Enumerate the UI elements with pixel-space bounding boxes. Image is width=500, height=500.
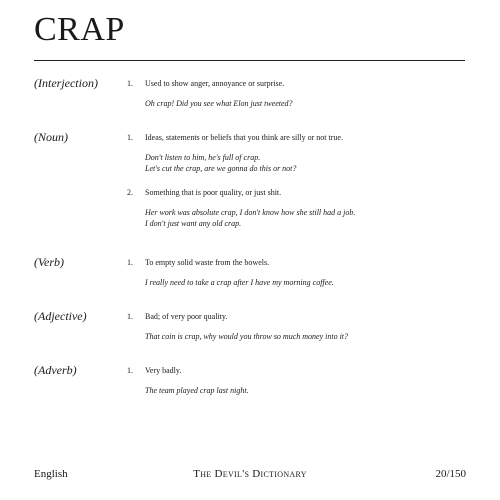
footer-language: English xyxy=(34,468,68,480)
part-of-speech: (Noun) xyxy=(34,130,68,144)
definition-text: Used to show anger, annoyance or surprise. xyxy=(145,79,285,88)
entry-word: CRAP xyxy=(34,11,125,48)
example-sentence: I don't just want any old crap. xyxy=(145,219,242,228)
definition xyxy=(127,257,472,288)
definitions-list xyxy=(127,365,472,396)
definition-number: 1. xyxy=(127,312,133,321)
definition xyxy=(127,132,472,174)
footer-book-title: The Devil's Dictionary xyxy=(193,468,307,480)
definition-text: Bad; of very poor quality. xyxy=(145,312,228,321)
definition-number: 1. xyxy=(127,133,133,142)
definitions-list xyxy=(127,78,472,109)
definition-text: Ideas, statements or beliefs that you think are silly or not true. xyxy=(145,133,343,142)
example-sentence: Oh crap! Did you see what Elon just tweeted? xyxy=(145,99,293,108)
example-sentence: I really need to take a crap after I have my morning coffee. xyxy=(145,278,334,287)
definition-text: To empty solid waste from the bowels. xyxy=(145,258,270,267)
definition-number: 2. xyxy=(127,188,133,197)
example-sentence: That coin is crap, why would you throw so much money into it? xyxy=(145,332,349,341)
title-divider xyxy=(34,60,465,61)
definition-number: 1. xyxy=(127,258,133,267)
definitions-list xyxy=(127,257,472,288)
part-of-speech: (Adjective) xyxy=(34,309,87,323)
definition-text: Very badly. xyxy=(145,366,182,375)
definitions-list xyxy=(127,311,472,342)
example-sentence: Don't listen to him, he's full of crap. xyxy=(145,153,261,162)
part-of-speech: (Interjection) xyxy=(34,76,98,90)
example-sentence: Her work was absolute crap, I don't know how she still had a job. xyxy=(145,208,356,217)
part-of-speech: (Verb) xyxy=(34,255,64,269)
definition xyxy=(127,78,472,109)
definition-number: 1. xyxy=(127,79,133,88)
definition xyxy=(127,311,472,342)
footer-page-number: 20/150 xyxy=(435,468,466,480)
example-sentence: Let's cut the crap, are we gonna do this or not? xyxy=(145,164,297,173)
definitions-list xyxy=(127,132,472,229)
definition xyxy=(127,187,472,229)
example-sentence: The team played crap last night. xyxy=(145,386,249,395)
part-of-speech: (Adverb) xyxy=(34,363,77,377)
definition xyxy=(127,365,472,396)
definition-number: 1. xyxy=(127,366,133,375)
definition-text: Something that is poor quality, or just shit. xyxy=(145,188,282,197)
